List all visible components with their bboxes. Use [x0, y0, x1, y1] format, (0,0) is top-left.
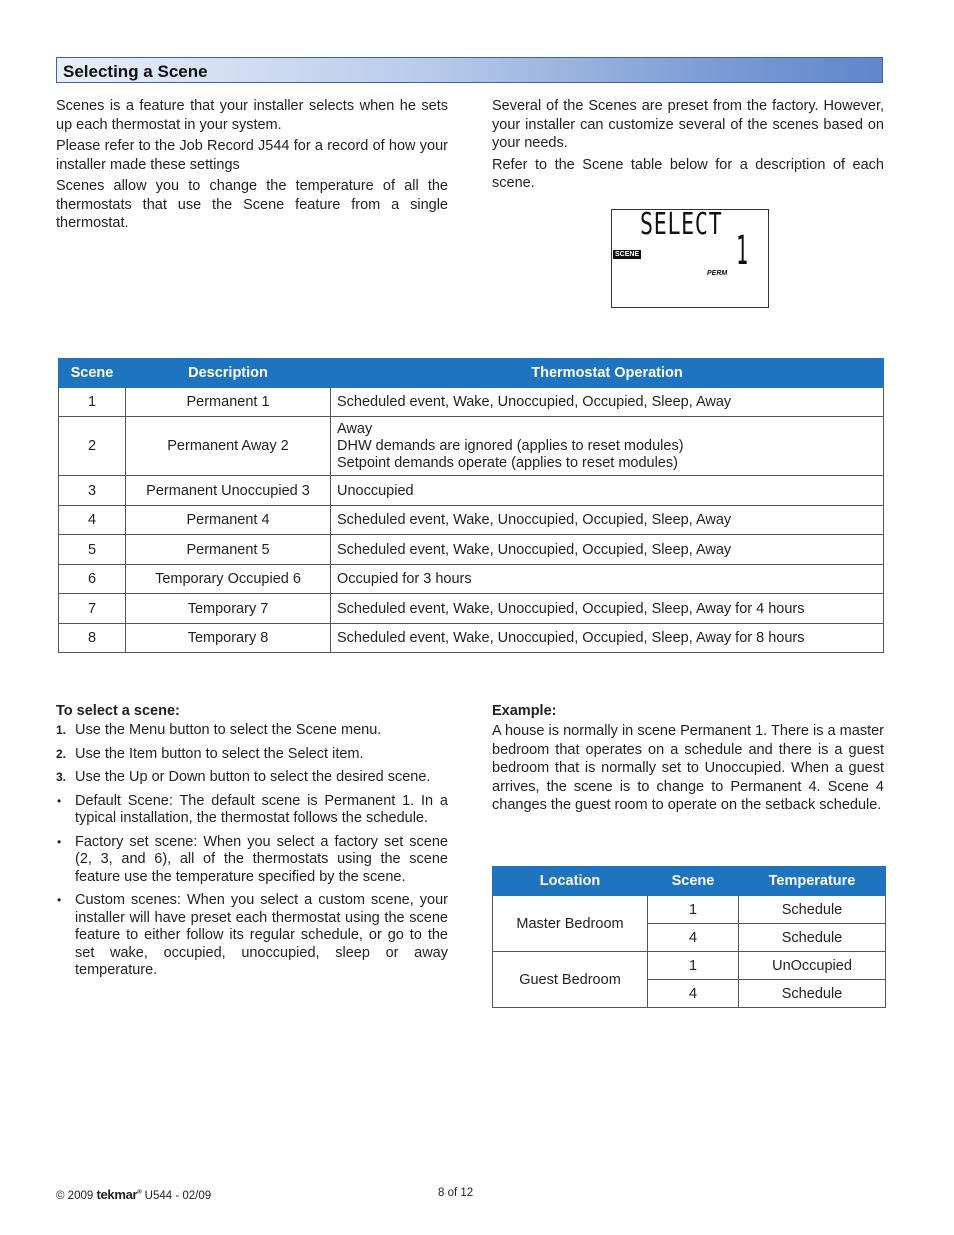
scene-number: 2 [59, 417, 126, 476]
page-number: 8 of 12 [438, 1187, 474, 1199]
step-text: Use the Item button to select the Select item. [75, 745, 364, 762]
table-row [59, 565, 884, 594]
bullet-text: Factory set scene: When you select a factory set scene (2, 3, and 6), all of the thermostats using the scene feature use the temperature specified by the scene. [75, 833, 448, 885]
table-row [59, 388, 884, 417]
table-row [59, 594, 884, 624]
intro-paragraph: Scenes allow you to change the temperature of all the thermostats that use the Scene feature from a single thermostat. [56, 178, 448, 231]
list-item [56, 746, 448, 764]
table-row [59, 476, 884, 506]
bullet-text: Custom scenes: When you select a custom scene, your installer will have preset each thermostat using the scene feature to either follow its regular schedule, or go to the set wake, occupied, unoccupied, sleep or away temperature. [75, 892, 448, 978]
scene-operation [331, 417, 884, 476]
scene-operation: Occupied for 3 hours [331, 565, 884, 594]
lcd-select-text: SELECT [640, 207, 723, 242]
scene-description: Temporary Occupied 6 [126, 565, 331, 594]
step-text: Use the Menu button to select the Scene menu. [75, 722, 382, 738]
scene-cell: 1 [648, 896, 739, 924]
scene-operation: Scheduled event, Wake, Unoccupied, Occupied, Sleep, Away [331, 388, 884, 417]
temperature-cell: Schedule [739, 924, 886, 952]
table-row [59, 624, 884, 653]
scene-description: Permanent Unoccupied 3 [126, 476, 331, 506]
lcd-display [611, 209, 769, 308]
document-code: U544 - 02/09 [144, 1190, 212, 1202]
table-row [59, 417, 884, 476]
column-header: Description [126, 359, 331, 388]
scene-number: 1 [59, 388, 126, 417]
scene-number: 3 [59, 476, 126, 506]
intro-paragraph: Several of the Scenes are preset from the factory. However, your installer can customize several of the scenes based on your needs. [492, 98, 884, 151]
lcd-scene-label: SCENE [615, 251, 640, 258]
intro-paragraph: Please refer to the Job Record J544 for a record of how your installer made these settings [56, 138, 448, 173]
scene-table [58, 358, 884, 653]
operation-line: Setpoint demands operate (applies to reset modules) [337, 454, 678, 471]
location-cell: Master Bedroom [493, 896, 648, 952]
example-table [492, 866, 886, 1008]
steps-heading: To select a scene: [56, 703, 180, 719]
intro-left [56, 97, 448, 233]
footer-left [56, 1187, 211, 1202]
list-item [56, 769, 448, 787]
operation-line: DHW demands are ignored (applies to reset modules) [337, 437, 684, 454]
example-section [492, 703, 884, 815]
section-title: Selecting a Scene [63, 62, 208, 81]
scene-description: Permanent Away 2 [126, 417, 331, 476]
scene-number: 5 [59, 535, 126, 565]
bullet-icon: • [57, 893, 62, 907]
temperature-cell: Schedule [739, 980, 886, 1008]
table-row [59, 535, 884, 565]
section-header [56, 57, 883, 83]
table-header-row [493, 867, 886, 896]
brand-name: tekmar [96, 1187, 138, 1202]
scene-operation: Scheduled event, Wake, Unoccupied, Occupied, Sleep, Away for 8 hours [331, 624, 884, 653]
list-item [56, 793, 448, 828]
lcd-digit: 1 [736, 228, 749, 274]
temperature-cell: Schedule [739, 896, 886, 924]
table-row [59, 506, 884, 535]
operation-line: Away [337, 420, 373, 437]
scene-description: Permanent 5 [126, 535, 331, 565]
scene-number: 4 [59, 506, 126, 535]
column-header: Scene [648, 867, 739, 896]
list-item [56, 834, 448, 887]
list-item [56, 892, 448, 980]
example-heading: Example: [492, 703, 557, 719]
column-header: Temperature [739, 867, 886, 896]
scene-number: 8 [59, 624, 126, 653]
scene-operation: Unoccupied [331, 476, 884, 506]
column-header: Scene [59, 359, 126, 388]
intro-paragraph: Scenes is a feature that your installer selects when he sets up each thermostat in your system. [56, 98, 448, 133]
lcd-perm-label: PERM [707, 270, 728, 277]
registered-mark: ® [137, 1189, 142, 1196]
scene-cell: 4 [648, 980, 739, 1008]
list-item [56, 722, 448, 740]
table-header-row [59, 359, 884, 388]
scene-operation: Scheduled event, Wake, Unoccupied, Occupied, Sleep, Away [331, 506, 884, 535]
temperature-cell: UnOccupied [739, 952, 886, 980]
scene-number: 6 [59, 565, 126, 594]
example-text: A house is normally in scene Permanent 1. There is a master bedroom that operates on a schedule and there is a guest bedroom that is normally set to Unoccupied. When a guest arrives, the scene is to change to Permanent 4. Scene 4 changes the guest room to operate on the setback schedule. [492, 723, 884, 813]
bullet-text: Default Scene: The default scene is Permanent 1. In a typical installation, the thermostat follows the schedule. [75, 792, 448, 826]
intro-right [492, 97, 884, 193]
column-header: Thermostat Operation [331, 359, 884, 388]
step-text: Use the Up or Down button to select the desired scene. [75, 769, 431, 785]
scene-number: 7 [59, 594, 126, 624]
steps-section [56, 703, 448, 986]
copyright: © 2009 [56, 1190, 94, 1202]
scene-cell: 4 [648, 924, 739, 952]
column-header: Location [493, 867, 648, 896]
brand-logo [96, 1187, 141, 1202]
bullet-icon: • [57, 793, 62, 808]
table-row [493, 896, 886, 924]
scene-operation: Scheduled event, Wake, Unoccupied, Occupied, Sleep, Away for 4 hours [331, 594, 884, 624]
intro-paragraph: Refer to the Scene table below for a description of each scene. [492, 156, 884, 191]
scene-cell: 1 [648, 952, 739, 980]
bullet-icon: • [57, 834, 62, 849]
scene-description: Permanent 4 [126, 506, 331, 535]
step-marker: 2. [56, 746, 67, 761]
scene-description: Permanent 1 [126, 388, 331, 417]
step-marker: 1. [56, 723, 67, 737]
location-cell: Guest Bedroom [493, 952, 648, 1008]
scene-description: Temporary 8 [126, 624, 331, 653]
scene-description: Temporary 7 [126, 594, 331, 624]
scene-operation: Scheduled event, Wake, Unoccupied, Occupied, Sleep, Away [331, 535, 884, 565]
table-row [493, 952, 886, 980]
step-marker: 3. [56, 770, 67, 784]
